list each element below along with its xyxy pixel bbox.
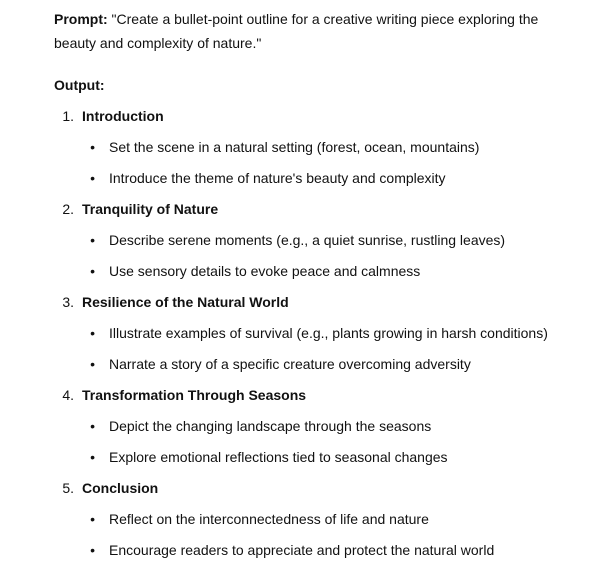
bullet-text: Narrate a story of a specific creature overcoming adversity (109, 356, 471, 372)
bullet-list (54, 321, 594, 376)
bullet-icon: • (90, 511, 95, 527)
prompt-text-line2: beauty and complexity of nature." (54, 35, 262, 51)
bullet-item (54, 352, 594, 376)
bullet-item (54, 507, 594, 531)
bullet-icon: • (90, 139, 95, 155)
output-label: Output: (54, 77, 105, 93)
bullet-text: Introduce the theme of nature's beauty and complexity (109, 170, 446, 186)
section-title: Resilience of the Natural World (82, 294, 289, 310)
bullet-text: Set the scene in a natural setting (forest, ocean, mountains) (109, 139, 480, 155)
bullet-icon: • (90, 325, 95, 341)
bullet-item (54, 414, 594, 438)
bullet-text: Depict the changing landscape through the seasons (109, 418, 432, 434)
prompt-text-line1: "Create a bullet-point outline for a creative writing piece exploring the (107, 11, 539, 27)
section-heading (54, 383, 594, 407)
section-heading (54, 290, 594, 314)
bullet-icon: • (90, 418, 95, 434)
section-title: Transformation Through Seasons (82, 387, 307, 403)
prompt-label: Prompt: (54, 11, 108, 27)
bullet-text: Use sensory details to evoke peace and calmness (109, 263, 421, 279)
prompt-paragraph (54, 7, 594, 55)
bullet-item (54, 259, 594, 283)
bullet-item (54, 166, 594, 190)
outline-section (54, 104, 594, 190)
bullet-icon: • (90, 232, 95, 248)
bullet-item (54, 538, 594, 562)
bullet-text: Encourage readers to appreciate and protect the natural world (109, 542, 495, 558)
bullet-icon: • (90, 542, 95, 558)
bullet-icon: • (90, 170, 95, 186)
bullet-icon: • (90, 449, 95, 465)
section-number: 1. (62, 108, 74, 124)
bullet-item (54, 445, 594, 469)
bullet-text: Reflect on the interconnectedness of life and nature (109, 511, 429, 527)
outline-section (54, 197, 594, 283)
document (54, 7, 594, 562)
bullet-item (54, 135, 594, 159)
bullet-list (54, 135, 594, 190)
bullet-text: Explore emotional reflections tied to seasonal changes (109, 449, 448, 465)
outline-list (54, 104, 594, 562)
bullet-icon: • (90, 263, 95, 279)
section-number: 3. (62, 294, 74, 310)
bullet-list (54, 507, 594, 562)
bullet-icon: • (90, 356, 95, 372)
bullet-item (54, 228, 594, 252)
section-number: 5. (62, 480, 74, 496)
bullet-text: Illustrate examples of survival (e.g., plants growing in harsh conditions) (109, 325, 548, 341)
section-heading (54, 197, 594, 221)
bullet-list (54, 414, 594, 469)
outline-section (54, 476, 594, 562)
bullet-list (54, 228, 594, 283)
section-number: 4. (62, 387, 74, 403)
section-title: Conclusion (82, 480, 159, 496)
section-title: Introduction (82, 108, 164, 124)
bullet-item (54, 321, 594, 345)
outline-section (54, 383, 594, 469)
section-number: 2. (62, 201, 74, 217)
section-heading (54, 476, 594, 500)
bullet-text: Describe serene moments (e.g., a quiet sunrise, rustling leaves) (109, 232, 506, 248)
outline-section (54, 290, 594, 376)
section-heading (54, 104, 594, 128)
section-title: Tranquility of Nature (82, 201, 219, 217)
